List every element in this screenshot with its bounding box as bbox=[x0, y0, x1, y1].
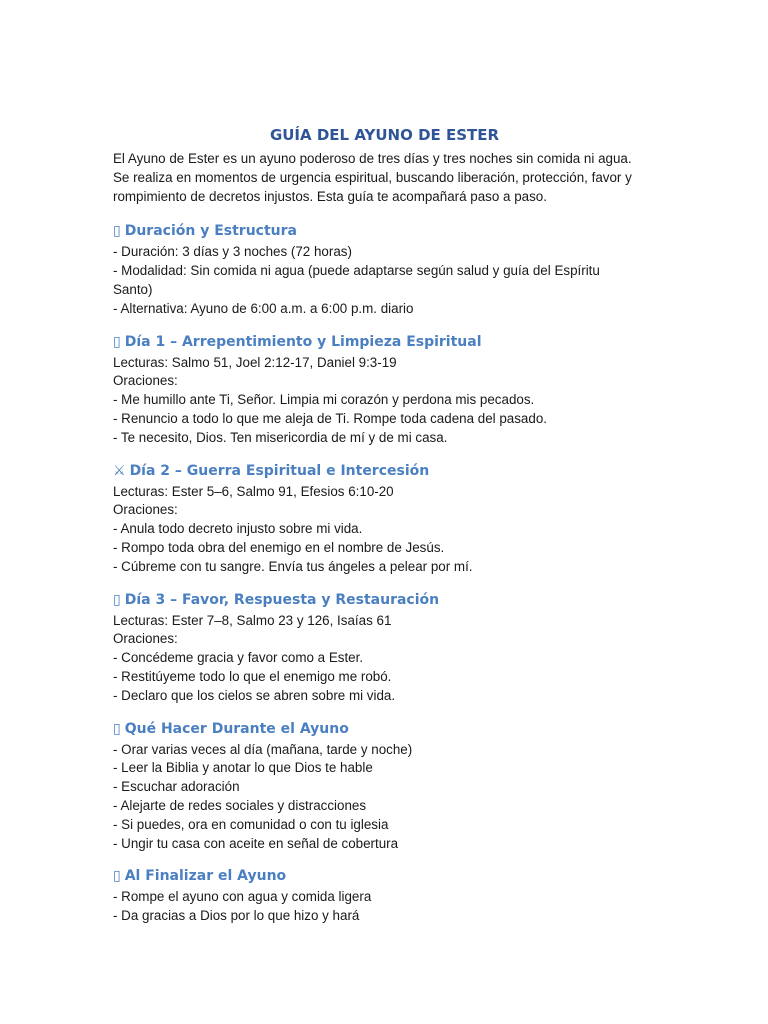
list-item: - Orar varias veces al día (mañana, tarde y noche) bbox=[113, 741, 413, 757]
intro-line: rompimiento de decretos injustos. Esta guía te acompañará paso a paso. bbox=[113, 188, 547, 204]
prayer-line: - Declaro que los cielos se abren sobre mi vida. bbox=[113, 687, 396, 703]
section-line: Santo) bbox=[113, 281, 153, 297]
list-item: - Rompe el ayuno con agua y comida ligera bbox=[113, 889, 372, 905]
missing-glyph-icon: ▯ bbox=[113, 223, 121, 240]
prayers-label: Oraciones: bbox=[113, 373, 178, 389]
prayer-line: - Restitúyeme todo lo que el enemigo me robó. bbox=[113, 668, 392, 684]
readings-line: Lecturas: Ester 7–8, Salmo 23 y 126, Isaías 61 bbox=[113, 612, 392, 628]
prayer-line: - Rompo toda obra del enemigo en el nombre de Jesús. bbox=[113, 539, 445, 555]
document-title: GUÍA DEL AYUNO DE ESTER bbox=[269, 126, 500, 144]
section-heading-text: Día 1 – Arrepentimiento y Limpieza Espiritual bbox=[124, 333, 482, 350]
list-item: - Da gracias a Dios por lo que hizo y hará bbox=[113, 908, 360, 924]
prayer-line: - Renuncio a todo lo que me aleja de Ti. Rompe toda cadena del pasado. bbox=[113, 410, 547, 426]
section-day-2 bbox=[113, 462, 656, 577]
prayers-label: Oraciones: bbox=[113, 502, 178, 518]
readings-line: Lecturas: Ester 5–6, Salmo 91, Efesios 6:10-20 bbox=[113, 483, 394, 499]
prayer-line: - Anula todo decreto injusto sobre mi vida. bbox=[113, 521, 363, 537]
section-line: - Duración: 3 días y 3 noches (72 horas) bbox=[113, 244, 352, 260]
crossed-swords-icon: ⚔ bbox=[113, 462, 126, 479]
section-during-fast bbox=[113, 720, 656, 854]
section-day-1 bbox=[113, 333, 656, 448]
section-heading bbox=[113, 333, 656, 351]
section-heading-text: Qué Hacer Durante el Ayuno bbox=[124, 720, 349, 737]
prayer-line: - Cúbreme con tu sangre. Envía tus ángeles a pelear por mí. bbox=[113, 558, 473, 574]
prayer-line: - Te necesito, Dios. Ten misericordia de mí y de mi casa. bbox=[113, 429, 448, 445]
list-item: - Si puedes, ora en comunidad o con tu iglesia bbox=[113, 816, 389, 832]
section-duration bbox=[113, 222, 656, 318]
section-heading bbox=[113, 867, 656, 885]
intro-line: El Ayuno de Ester es un ayuno poderoso de tres días y tres noches sin comida ni agua. bbox=[113, 151, 632, 166]
list-item: - Escuchar adoración bbox=[113, 779, 240, 795]
list-item: - Alejarte de redes sociales y distracciones bbox=[113, 797, 367, 813]
section-heading bbox=[113, 591, 656, 609]
prayer-line: - Me humillo ante Ti, Señor. Limpia mi corazón y perdona mis pecados. bbox=[113, 392, 535, 408]
section-heading-text: Día 2 – Guerra Espiritual e Intercesión bbox=[129, 462, 430, 479]
prayer-line: - Concédeme gracia y favor como a Ester. bbox=[113, 650, 364, 666]
intro-paragraph bbox=[113, 150, 656, 206]
readings-line: Lecturas: Salmo 51, Joel 2:12-17, Daniel 9:3-19 bbox=[113, 354, 397, 370]
list-item: - Leer la Biblia y anotar lo que Dios te hable bbox=[113, 760, 373, 776]
section-line: - Modalidad: Sin comida ni agua (puede adaptarse según salud y guía del Espíritu bbox=[113, 263, 600, 279]
section-heading-text: Día 3 – Favor, Respuesta y Restauración bbox=[124, 591, 440, 608]
section-heading bbox=[113, 222, 656, 240]
section-heading-text: Al Finalizar el Ayuno bbox=[124, 868, 287, 885]
section-line: - Alternativa: Ayuno de 6:00 a.m. a 6:00 p.m. diario bbox=[113, 300, 414, 316]
missing-glyph-icon: ▯ bbox=[113, 720, 121, 737]
section-heading-text: Duración y Estructura bbox=[124, 223, 297, 240]
section-heading bbox=[113, 462, 656, 480]
list-item: - Ungir tu casa con aceite en señal de cobertura bbox=[113, 835, 399, 851]
missing-glyph-icon: ▯ bbox=[113, 333, 121, 350]
missing-glyph-icon: ▯ bbox=[113, 868, 121, 885]
missing-glyph-icon: ▯ bbox=[113, 591, 121, 608]
section-day-3 bbox=[113, 591, 656, 706]
section-heading bbox=[113, 720, 656, 738]
section-end-fast bbox=[113, 867, 656, 926]
intro-line: Se realiza en momentos de urgencia espiritual, buscando liberación, protección, favor y bbox=[113, 169, 632, 185]
prayers-label: Oraciones: bbox=[113, 631, 178, 647]
